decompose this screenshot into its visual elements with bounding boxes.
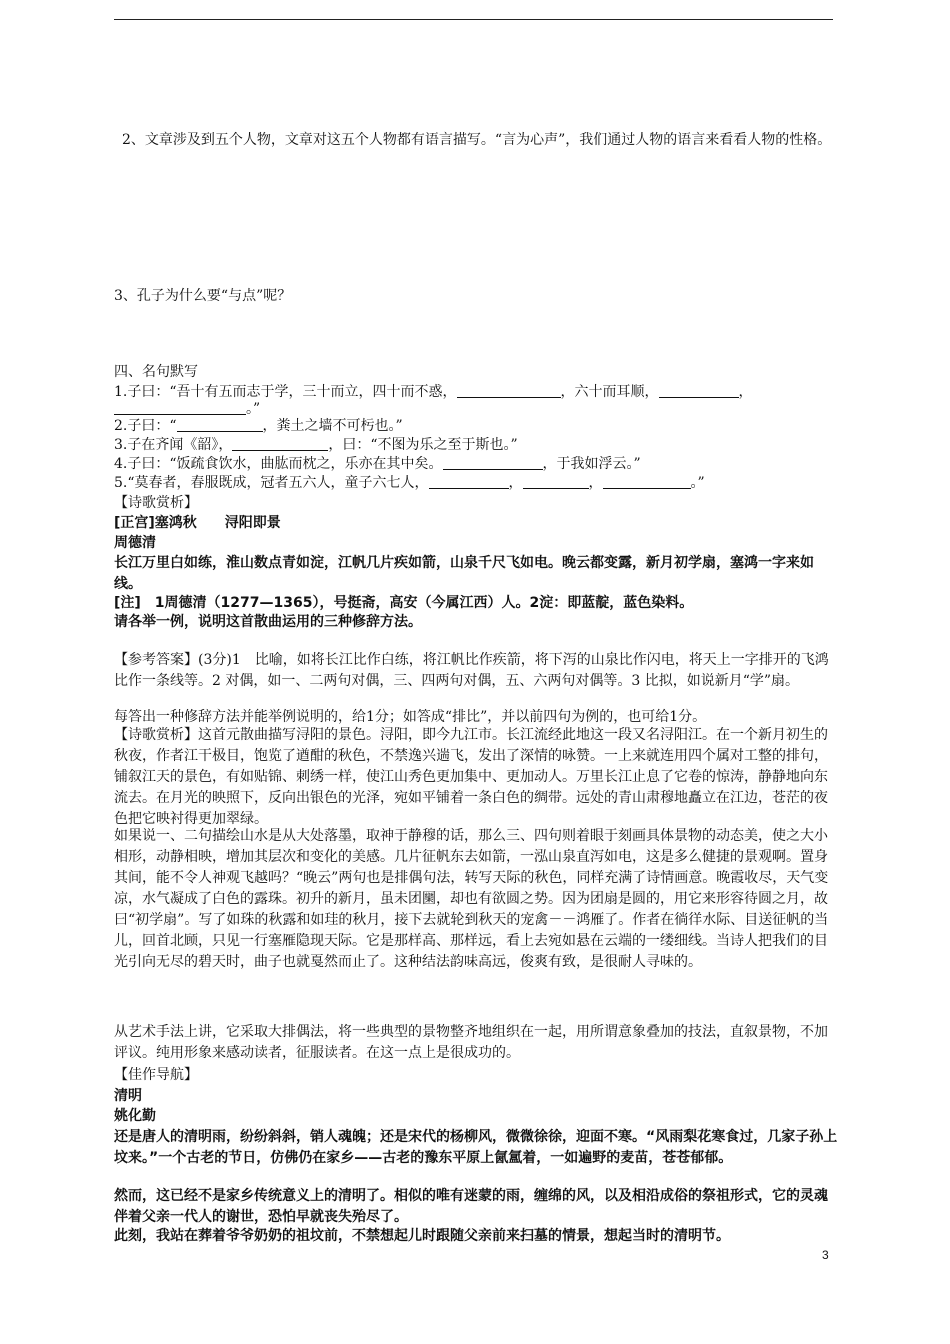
fill-line-2 [114, 416, 403, 437]
poem-heading: 【诗歌赏析】 [114, 495, 198, 511]
essay-author: 姚化勤 [114, 1108, 156, 1124]
poem-analysis-1: 【诗歌赏析】这首元散曲描写浔阳的景色。浔阳，即今九江市。长江流经此地这一段又名浔阳江。在一个新月初生的秋夜，作者江干极目，饱览了遒酣的秋色，不禁逸兴遄飞，发出了深情的咏赞。一上来就连用四个属对工整的排句，铺叙江天的景色，有如贴锦、刺绣一样，使江山秀色更加集中、更加动人。万里长江止息了它卷的惊涛，静静地向东流去。在月光的映照下，反向出银色的光泽，宛如平铺着一条白色的绸带。远处的青山肃穆地矗立在江边，苍茫的夜色把它映衬得更加翠绿。 [114, 727, 828, 827]
answer-blank[interactable] [232, 436, 328, 451]
fill-text: 2.子曰：“ [114, 418, 177, 434]
essay-paragraph: 此刻，我站在葬着爷爷奶奶的祖坟前，不禁想起儿时跟随父亲前来扫墓的情景，想起当时的清明节。 [114, 1228, 730, 1244]
poem-author: 周德清 [114, 535, 156, 551]
scoring-note: 每答出一种修辞方法并能举例说明的，给1分；如答成“排比”，并以前四句为例的，也可给1分。 [114, 709, 707, 725]
answer-blank[interactable] [443, 455, 543, 470]
poem-text: 长江万里白如练，淮山数点青如淀，江帆几片疾如箭，山泉千尺飞如电。晚云都变露，新月初学扇，塞鸿一字来如线。 [114, 555, 814, 592]
essay-paragraph: 还是唐人的清明雨，纷纷斜斜，销人魂魄；还是宋代的杨柳风，微微徐徐，迎面不寒。“风雨梨花寒食过，几家子孙上坟来。”一个古老的节日，仿佛仍在家乡——古老的豫东平原上氤氲着，一如遍野的麦苗，苍苍郁郁。 [114, 1129, 838, 1166]
fill-line-5 [114, 473, 705, 494]
essay-title: 清明 [114, 1088, 142, 1104]
fill-text: 1.子曰：“吾十有五而志于学，三十而立，四十而不惑， [114, 384, 457, 400]
fill-text: 。” [246, 401, 261, 417]
fill-line-3 [114, 435, 518, 456]
question-2: 2、文章涉及到五个人物，文章对这五个人物都有语言描写。“言为心声”，我们通过人物的语言来看看人物的性格。 [122, 132, 832, 148]
fill-text: ， [508, 475, 523, 491]
section-title: 四、名句默写 [114, 364, 198, 380]
question-3: 3、孔子为什么要“与点”呢？ [114, 288, 292, 304]
header-rule [114, 19, 833, 20]
answer-blank[interactable] [457, 383, 561, 398]
fill-text: 5.“莫春者，春服既成，冠者五六人，童子六七人， [114, 475, 429, 491]
page-number: 3 [822, 1248, 829, 1262]
essay-paragraph: 然而，这已经不是家乡传统意义上的清明了。相似的唯有迷蒙的雨，缠绵的风，以及相沿成俗的祭祖形式，它的灵魂伴着父亲一代人的谢世，恐怕早就丧失殆尽了。 [114, 1188, 828, 1225]
poem-note: [注] 1周德清（1277—1365），号挺斋，高安（今属江西）人。2淀：即蓝靛，蓝色染料。 [114, 595, 694, 611]
answer-blank[interactable] [429, 474, 509, 489]
fill-text: ，曰：“不图为乐之至于斯也。” [328, 437, 518, 453]
fill-line-4 [114, 454, 641, 475]
fill-text: ， [738, 384, 753, 400]
reference-answer: 【参考答案】(3分)1 比喻，如将长江比作白练，将江帆比作疾箭，将下泻的山泉比作闪电，将天上一字排开的飞鸿比作一条线等。2 对偶，如一、二两句对偶，三、四两句对偶，五、六两句对偶等。3 比拟，如说新月“学”扇。 [114, 652, 829, 689]
poem-title: [正宫]塞鸿秋 浔阳即景 [114, 515, 281, 531]
fill-text: ，六十而耳顺， [560, 384, 659, 400]
answer-blank[interactable] [523, 474, 589, 489]
fill-text: 3.子在齐闻《韶》， [114, 437, 233, 453]
fill-text: ，于我如浮云。” [542, 456, 641, 472]
poem-question: 请各举一例，说明这首散曲运用的三种修辞方法。 [114, 614, 422, 630]
answer-blank[interactable] [659, 383, 739, 398]
essay-heading: 【佳作导航】 [114, 1067, 198, 1083]
answer-blank[interactable] [603, 474, 691, 489]
answer-blank[interactable] [177, 417, 263, 432]
poem-analysis-2: 如果说一、二句描绘山水是从大处落墨，取神于静穆的话，那么三、四句则着眼于刻画具体景物的动态美，使之大小相形，动静相映，增加其层次和变化的美感。几片征帆东去如箭，一泓山泉直泻如电，这是多么健捷的景观啊。置身其间，能不令人神观飞越吗？“晚云”两句也是排偶句法，转写天际的秋色，同样充满了诗情画意。晚霞收尽，天气变凉，水气凝成了白色的露珠。初升的新月，虽未团圞，却也有欲圆之势。因为团扇是圆的，用它来形容待圆之月，故曰“初学扇”。写了如珠的秋露和如珪的秋月，接下去就轮到秋天的宠禽－－鸿雁了。作者在徜徉水际、目送征帆的当儿，回首北顾，只见一行塞雁隐现天际。它是那样高、那样远，看上去宛如悬在云端的一缕细线。当诗人把我们的目光引向无尽的碧天时，曲子也就戛然而止了。这种结法韵味高远，俊爽有致，是很耐人寻味的。 [114, 828, 829, 970]
fill-text: ，粪土之墙不可杇也。” [262, 418, 403, 434]
answer-blank[interactable] [114, 400, 246, 415]
fill-text: 。” [690, 475, 705, 491]
fill-text: 4.子曰：“饭疏食饮水，曲肱而枕之，乐亦在其中矣。 [114, 456, 443, 472]
poem-analysis-3: 从艺术手法上讲，它采取大排偶法，将一些典型的景物整齐地组织在一起，用所谓意象叠加的技法，直叙景物，不加评议。纯用形象来感动读者，征服读者。在这一点上是很成功的。 [114, 1024, 828, 1061]
fill-text: ， [588, 475, 603, 491]
